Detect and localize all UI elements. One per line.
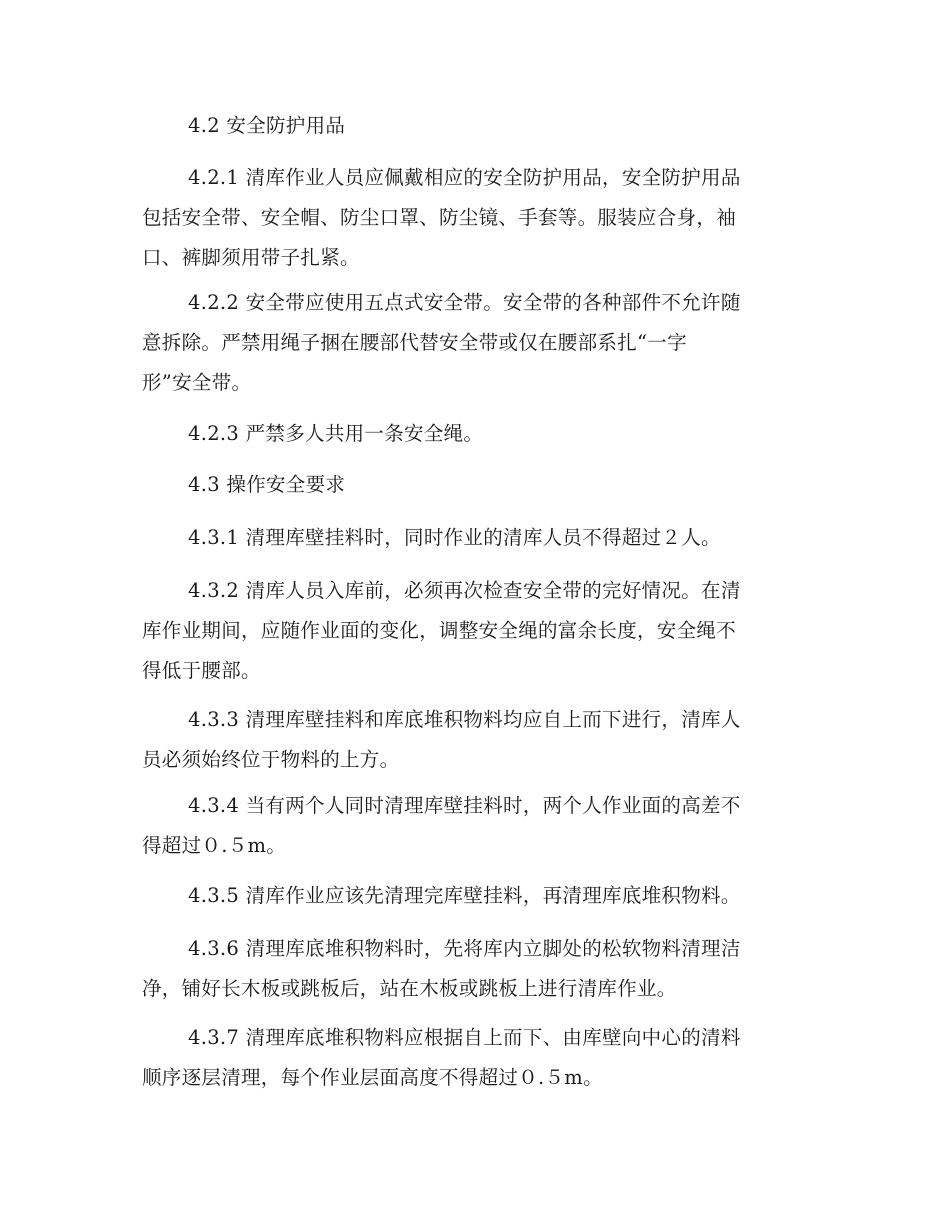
paragraph-line: 4.2.1 清库作业人员应佩戴相应的安全防护用品，安全防护用品 [188,166,741,189]
section-heading: 4.3 操作安全要求 [188,473,346,496]
paragraph-line: 4.3.7 清理库底堆积物料应根据自上而下、由库壁向中心的清料 [188,1026,741,1049]
paragraph-line: 顺序逐层清理，每个作业层面高度不得超过０.５m。 [142,1066,603,1089]
paragraph-line: 4.3.6 清理库底堆积物料时，先将库内立脚处的松软物料清理洁 [188,937,741,960]
paragraph-line: 4.3.5 清库作业应该先清理完库壁挂料，再清理库底堆积物料。 [188,884,741,907]
paragraph-section-4-2 [142,106,810,146]
paragraph-4-3-6 [142,929,810,1009]
paragraph-4-2-1 [142,158,810,278]
paragraph-line: 4.2.3 严禁多人共用一条安全绳。 [188,422,484,445]
section-heading: 4.2 安全防护用品 [188,114,346,137]
paragraph-4-2-3 [142,414,810,454]
paragraph-4-3-7 [142,1018,810,1098]
paragraph-line: 口、裤脚须用带子扎紧。 [142,246,360,269]
paragraph-4-3-4 [142,786,810,866]
paragraph-line: 4.3.4 当有两个人同时清理库壁挂料时，两个人作业面的高差不 [188,794,741,817]
paragraph-4-3-2 [142,571,810,691]
paragraph-line: 4.3.3 清理库壁挂料和库底堆积物料均应自上而下进行，清库人 [188,708,741,731]
paragraph-line: 员必须始终位于物料的上方。 [142,748,400,771]
paragraph-line: 4.3.2 清库人员入库前，必须再次检查安全带的完好情况。在清 [188,579,741,602]
paragraph-line: 包括安全带、安全帽、防尘口罩、防尘镜、手套等。服装应合身，袖 [142,206,737,229]
paragraph-line: 意拆除。严禁用绳子捆在腰部代替安全带或仅在腰部系扎“一字 [142,331,687,354]
paragraph-line: 形”安全带。 [142,371,252,394]
paragraph-line: 得低于腰部。 [142,659,261,682]
paragraph-line: 4.2.2 安全带应使用五点式安全带。安全带的各种部件不允许随 [188,291,741,314]
paragraph-line: 库作业期间，应随作业面的变化，调整安全绳的富余长度，安全绳不 [142,619,737,642]
paragraph-line: 得超过０.５m。 [142,834,287,857]
paragraph-4-3-5 [142,876,810,916]
paragraph-line: 净，铺好长木板或跳板后，站在木板或跳板上进行清库作业。 [142,977,677,1000]
paragraph-4-2-2 [142,283,810,403]
paragraph-section-4-3 [142,465,810,505]
paragraph-line: 4.3.1 清理库壁挂料时，同时作业的清库人员不得超过２人。 [188,526,721,549]
paragraph-4-3-3 [142,700,810,780]
paragraph-4-3-1 [142,518,810,558]
